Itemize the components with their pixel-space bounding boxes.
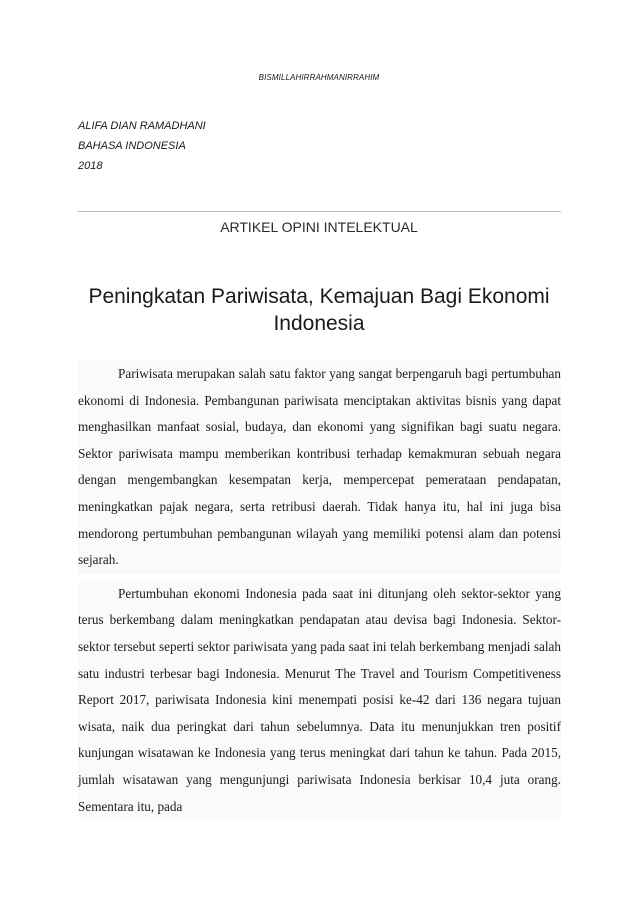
subject-name: BAHASA INDONESIA — [78, 140, 186, 152]
article-title: Peningkatan Pariwisata, Kemajuan Bagi Ekonomi Indonesia — [88, 285, 550, 335]
article-body — [78, 361, 561, 827]
divider-line — [78, 211, 561, 212]
author-name: ALIFA DIAN RAMADHANI — [78, 120, 206, 132]
year-label: 2018 — [78, 160, 103, 172]
author-block — [78, 116, 206, 176]
paragraph-1: Pariwisata merupakan salah satu faktor yang sangat berpengaruh bagi pertumbuhan ekonomi di Indonesia. Pembangunan pariwisata menciptakan aktivitas bisnis yang dapat menghasilkan manfaat sosial, budaya, dan ekonomi yang signifikan bagi suatu negara. Sektor pariwisata mampu memberikan kontribusi terhadap kemakmuran sebuah negara dengan mengembangkan kesempatan kerja, mempercepat pemerataan pendapatan, meningkatkan pajak negara, serta retribusi daerah. Tidak hanya itu, hal ini juga bisa mendorong pertumbuhan pembangunan wilayah yang memiliki potensi alam dan potensi sejarah. — [78, 361, 561, 574]
paragraph-2: Pertumbuhan ekonomi Indonesia pada saat ini ditunjang oleh sektor-sektor yang terus berkembang dalam meningkatkan pendapatan atau devisa bagi Indonesia. Sektor-sektor tersebut seperti sektor pariwisata yang pada saat ini telah berkembang menjadi salah satu industri terbesar bagi Indonesia. Menurut The Travel and Tourism Competitiveness Report 2017, pariwisata Indonesia kini menempati posisi ke-42 dari 136 negara tujuan wisata, naik dua peringkat dari tahun sebelumnya. Data itu menunjukkan tren positif kunjungan wisatawan ke Indonesia yang terus meningkat dari tahun ke tahun. Pada 2015, jumlah wisatawan yang mengunjungi pariwisata Indonesia berkisar 10,4 juta orang. Sementara itu, pada — [78, 581, 561, 820]
section-label: ARTIKEL OPINI INTELEKTUAL — [220, 219, 418, 235]
bismillah-heading: BISMILLAHIRRAHMANIRRAHIM — [258, 73, 380, 82]
